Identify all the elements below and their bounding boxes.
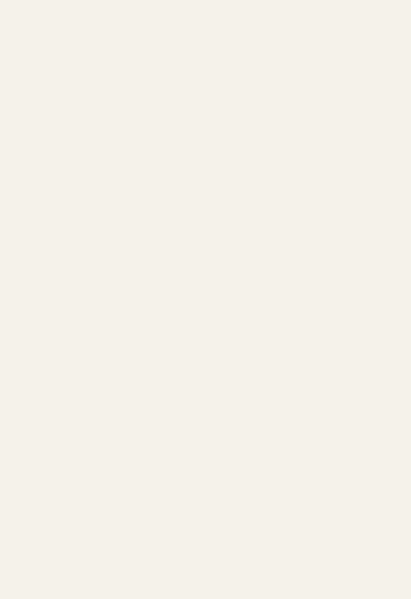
text-line (27, 378, 383, 392)
text-line (27, 500, 383, 514)
text-line (27, 53, 383, 67)
text-line (27, 93, 383, 107)
text-line (27, 147, 383, 161)
text-line (27, 296, 383, 310)
text-line (27, 473, 383, 487)
text-line (27, 364, 383, 378)
text-line (27, 12, 383, 26)
text-line (27, 215, 383, 229)
text-line (27, 486, 383, 500)
text-line (27, 391, 383, 405)
text-line (27, 283, 383, 297)
text-line (27, 107, 383, 121)
text-line (27, 405, 383, 419)
text-line (27, 188, 383, 202)
text-line (27, 242, 383, 256)
text-line (27, 540, 383, 554)
text-line (27, 134, 383, 148)
text-line (27, 80, 383, 94)
text-line (27, 337, 383, 351)
text-line (27, 432, 383, 446)
text-line (27, 26, 383, 40)
text-line (27, 310, 383, 324)
text-line (27, 418, 383, 432)
text-line (27, 175, 383, 189)
text-line (27, 66, 383, 80)
text-line (27, 324, 383, 338)
text-line (27, 120, 383, 134)
text-line (27, 459, 383, 473)
text-line (27, 446, 383, 460)
text-line (27, 269, 383, 283)
text-line (27, 161, 383, 175)
text-line (27, 513, 383, 527)
text-line (27, 39, 383, 53)
text-line (27, 202, 383, 216)
text-line (27, 554, 383, 568)
text-line (27, 527, 383, 541)
text-line (27, 229, 383, 243)
text-line (27, 351, 383, 365)
text-line (27, 256, 383, 270)
body-text (27, 12, 383, 567)
